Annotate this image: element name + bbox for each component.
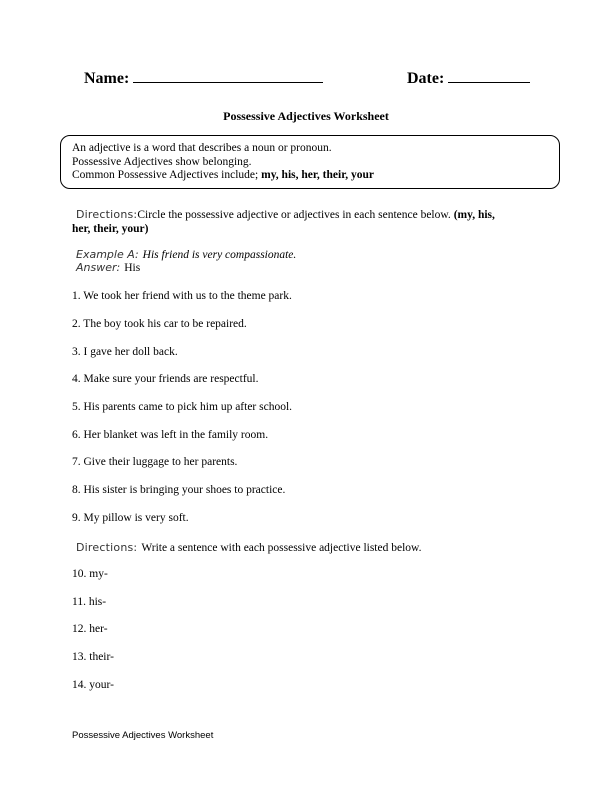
example-label: Example A:: [76, 248, 139, 261]
sentence-item[interactable]: 9. My pillow is very soft.: [72, 512, 189, 524]
worksheet-title: Possessive Adjectives Worksheet: [223, 109, 389, 123]
date-label: Date:: [407, 70, 445, 87]
directions-1-text: Circle the possessive adjective or adjectives in each sentence below.: [137, 209, 454, 221]
directions-1-list-a: (my, his,: [453, 209, 495, 221]
directions-1-cont: [72, 220, 148, 237]
prompt-item[interactable]: 11. his-: [72, 596, 107, 608]
info-box: [60, 135, 560, 189]
name-label: Name:: [84, 70, 130, 87]
info-line-3-list: my, his, her, their, your: [261, 169, 374, 182]
info-line-1: An adjective is a word that describes a noun or pronoun.: [72, 142, 332, 154]
directions-1-list-b: her, their, your): [72, 223, 149, 235]
prompt-item[interactable]: 12. her-: [72, 623, 108, 635]
info-line-2: Possessive Adjectives show belonging.: [72, 155, 252, 168]
prompt-item[interactable]: 14. your-: [72, 679, 114, 691]
example-sentence: His friend is very compassionate.: [142, 249, 297, 261]
directions-2: [76, 539, 421, 556]
answer-line: [76, 260, 140, 275]
sentence-item[interactable]: 1. We took her friend with us to the theme park.: [72, 290, 292, 302]
answer-value: His: [124, 262, 141, 274]
footer-text: Possessive Adjectives Worksheet: [72, 730, 214, 741]
sentence-item[interactable]: 6. Her blanket was left in the family room.: [72, 429, 269, 441]
info-line-3: [72, 169, 549, 183]
sentence-item[interactable]: 7. Give their luggage to her parents.: [72, 456, 238, 468]
directions-2-text: Write a sentence with each possessive adjective listed below.: [141, 542, 422, 554]
sentence-item[interactable]: 8. His sister is bringing your shoes to practice.: [72, 484, 286, 496]
info-line-3-prefix: Common Possessive Adjectives include;: [72, 169, 262, 182]
date-field-label: [407, 70, 530, 88]
directions-2-label: Directions:: [76, 541, 138, 554]
sentence-item[interactable]: 3. I gave her doll back.: [72, 346, 178, 358]
name-field-label: [84, 70, 323, 88]
prompt-item[interactable]: 10. my-: [72, 568, 108, 580]
directions-1-label: Directions:: [76, 208, 138, 221]
sentence-item[interactable]: 4. Make sure your friends are respectful.: [72, 373, 259, 385]
answer-label: Answer:: [76, 261, 121, 274]
date-blank-line[interactable]: [448, 82, 530, 83]
name-blank-line[interactable]: [133, 82, 323, 83]
prompt-item[interactable]: 13. their-: [72, 651, 114, 663]
sentence-item[interactable]: 2. The boy took his car to be repaired.: [72, 318, 247, 330]
sentence-item[interactable]: 5. His parents came to pick him up after school.: [72, 401, 293, 413]
